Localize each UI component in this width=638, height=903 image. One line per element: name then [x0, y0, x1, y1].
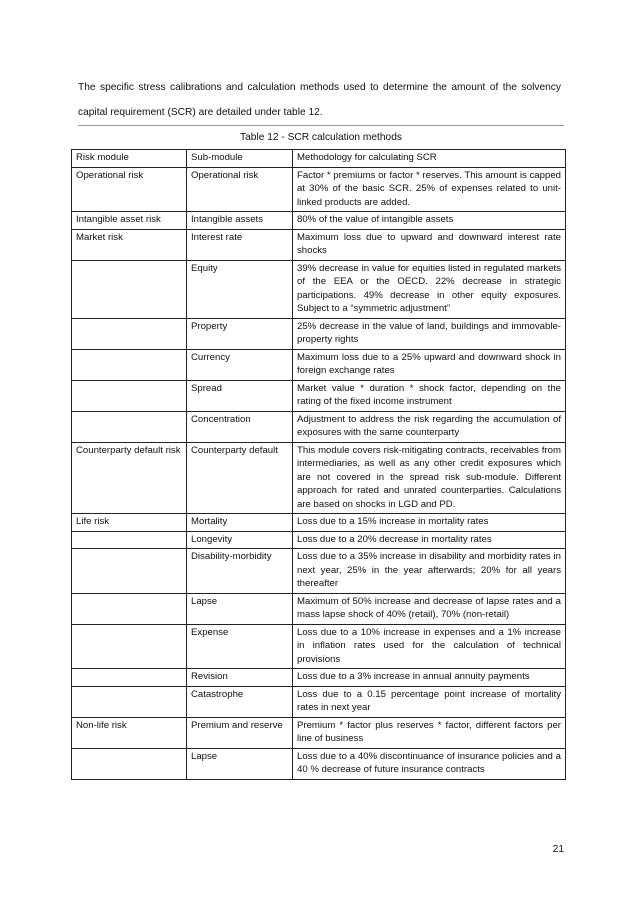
methodology-cell: 39% decrease in value for equities listed in regulated markets of the EEA or the OECD. 22% decrease in strategic participations. 49% decrease in other equity exposures. Subject to a “symmetric adjustment” — [293, 260, 566, 318]
table-row — [72, 748, 566, 779]
table-row — [72, 380, 566, 411]
sub-module-cell: Operational risk — [187, 167, 293, 212]
sub-module-cell: Expense — [187, 624, 293, 669]
table-row — [72, 593, 566, 624]
methodology-cell: Loss due to a 35% increase in disability and morbidity rates in next year, 25% in the year afterwards; 20% for all years thereafter — [293, 549, 566, 594]
methodology-cell: Loss due to a 40% discontinuance of insurance policies and a 40 % decrease of future insurance contracts — [293, 748, 566, 779]
sub-module-cell: Property — [187, 318, 293, 349]
risk-module-cell — [72, 380, 187, 411]
scr-table — [71, 149, 566, 780]
risk-module-cell — [72, 593, 187, 624]
table-row — [72, 686, 566, 717]
table-row — [72, 514, 566, 532]
sub-module-cell: Counterparty default — [187, 442, 293, 514]
sub-module-cell: Revision — [187, 669, 293, 687]
risk-module-cell — [72, 748, 187, 779]
methodology-cell: 25% decrease in the value of land, buildings and immovable-property rights — [293, 318, 566, 349]
sub-module-cell: Premium and reserve — [187, 717, 293, 748]
header-methodology: Methodology for calculating SCR — [293, 150, 566, 168]
methodology-cell: Loss due to a 3% increase in annual annuity payments — [293, 669, 566, 687]
risk-module-cell — [72, 531, 187, 549]
risk-module-cell: Life risk — [72, 514, 187, 532]
sub-module-cell: Spread — [187, 380, 293, 411]
methodology-cell: Premium * factor plus reserves * factor, different factors per line of business — [293, 717, 566, 748]
risk-module-cell — [72, 411, 187, 442]
risk-module-cell — [72, 669, 187, 687]
risk-module-cell — [72, 349, 187, 380]
risk-module-cell: Market risk — [72, 229, 187, 260]
table-row — [72, 318, 566, 349]
risk-module-cell — [72, 318, 187, 349]
page-number: 21 — [552, 844, 564, 855]
intro-paragraph: The specific stress calibrations and calculation methods used to determine the amount of the solvency capital requirement (SCR) are detailed under table 12. — [78, 82, 561, 118]
table-row — [72, 349, 566, 380]
table-row — [72, 411, 566, 442]
risk-module-cell: Counterparty default risk — [72, 442, 187, 514]
sub-module-cell: Disability-morbidity — [187, 549, 293, 594]
methodology-cell: Market value * duration * shock factor, depending on the rating of the fixed income instrument — [293, 380, 566, 411]
sub-module-cell: Lapse — [187, 593, 293, 624]
risk-module-cell: Non-life risk — [72, 717, 187, 748]
sub-module-cell: Lapse — [187, 748, 293, 779]
table-row — [72, 531, 566, 549]
methodology-cell: Maximum loss due to a 25% upward and downward shock in foreign exchange rates — [293, 349, 566, 380]
methodology-cell: Loss due to a 20% decrease in mortality rates — [293, 531, 566, 549]
sub-module-cell: Intangible assets — [187, 212, 293, 230]
methodology-cell: Loss due to a 15% increase in mortality rates — [293, 514, 566, 532]
methodology-cell: Factor * premiums or factor * reserves. This amount is capped at 30% of the basic SCR. 25% of expenses related to unit-linked products are added. — [293, 167, 566, 212]
methodology-cell: This module covers risk-mitigating contracts, receivables from intermediaries, as well as any other credit exposures which are not covered in the spread risk sub-module. Different approach for rated and unrated counterparties. Calculations are based on shocks in LGD and PD. — [293, 442, 566, 514]
methodology-cell: Loss due to a 0.15 percentage point increase of mortality rates in next year — [293, 686, 566, 717]
table-row — [72, 442, 566, 514]
sub-module-cell: Catastrophe — [187, 686, 293, 717]
table-row — [72, 669, 566, 687]
methodology-cell: Loss due to a 10% increase in expenses and a 1% increase in inflation rates used for the calculation of technical provisions — [293, 624, 566, 669]
methodology-cell: 80% of the value of intangible assets — [293, 212, 566, 230]
sub-module-cell: Equity — [187, 260, 293, 318]
risk-module-cell — [72, 549, 187, 594]
table-row — [72, 167, 566, 212]
table-row — [72, 229, 566, 260]
risk-module-cell — [72, 624, 187, 669]
table-row — [72, 212, 566, 230]
header-sub-module: Sub-module — [187, 150, 293, 168]
header-risk-module: Risk module — [72, 150, 187, 168]
sub-module-cell: Interest rate — [187, 229, 293, 260]
table-row — [72, 549, 566, 594]
table-row — [72, 717, 566, 748]
sub-module-cell: Concentration — [187, 411, 293, 442]
sub-module-cell: Mortality — [187, 514, 293, 532]
methodology-cell: Maximum loss due to upward and downward interest rate shocks — [293, 229, 566, 260]
risk-module-cell — [72, 686, 187, 717]
risk-module-cell: Operational risk — [72, 167, 187, 212]
table-row — [72, 260, 566, 318]
table-caption: Table 12 - SCR calculation methods — [240, 132, 402, 143]
risk-module-cell: Intangible asset risk — [72, 212, 187, 230]
sub-module-cell: Longevity — [187, 531, 293, 549]
risk-module-cell — [72, 260, 187, 318]
caption-rule — [78, 125, 564, 126]
header-row — [72, 150, 566, 168]
table-row — [72, 624, 566, 669]
sub-module-cell: Currency — [187, 349, 293, 380]
methodology-cell: Maximum of 50% increase and decrease of lapse rates and a mass lapse shock of 40% (retail), 70% (non-retail) — [293, 593, 566, 624]
methodology-cell: Adjustment to address the risk regarding the accumulation of exposures with the same counterparty — [293, 411, 566, 442]
